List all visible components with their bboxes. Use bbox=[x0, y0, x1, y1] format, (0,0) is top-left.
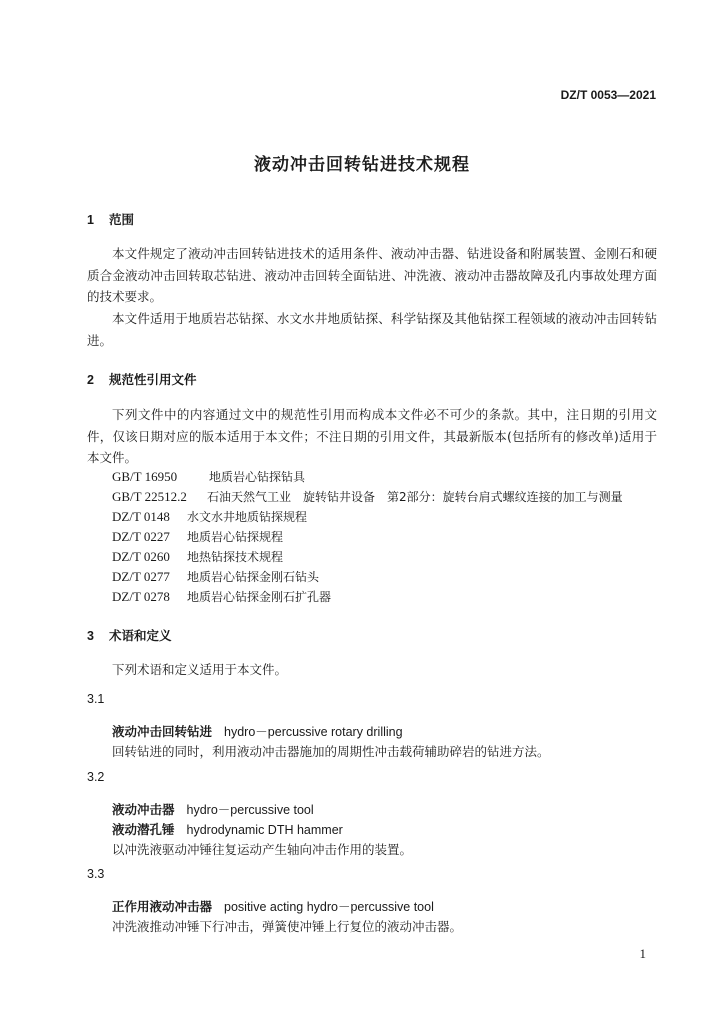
section-1-number: 1 bbox=[87, 213, 94, 227]
reference-item bbox=[112, 468, 305, 485]
term-3-2-synonym-en: hydrodynamic DTH hammer bbox=[186, 823, 343, 837]
reference-code: DZ/T 0148 bbox=[112, 509, 170, 524]
reference-item bbox=[112, 508, 307, 525]
section-1-paragraph-2: 本文件适用于地质岩芯钻探、水文水井地质钻探、科学钻探及其他钻探工程领域的液动冲击回转钻进。 bbox=[87, 311, 657, 348]
term-3-2-synonym bbox=[112, 820, 343, 838]
definition-3-2: 以冲洗液驱动冲锤往复运动产生轴向冲击作用的装置。 bbox=[112, 842, 413, 857]
term-3-3 bbox=[112, 897, 434, 915]
section-2-number: 2 bbox=[87, 373, 94, 387]
reference-code: DZ/T 0278 bbox=[112, 589, 170, 604]
section-3-number: 3 bbox=[87, 629, 94, 643]
term-3-1-en: hydro－percussive rotary drilling bbox=[224, 725, 403, 739]
reference-title: 地质岩心钻探规程 bbox=[187, 530, 284, 544]
term-3-2-synonym-cn: 液动潜孔锤 bbox=[112, 822, 175, 837]
reference-item bbox=[112, 488, 623, 505]
reference-title: 地质岩心钻探金刚石扩孔器 bbox=[187, 590, 332, 604]
clause-3-2-number: 3.2 bbox=[87, 770, 105, 784]
term-3-3-cn: 正作用液动冲击器 bbox=[112, 899, 213, 914]
section-3-title: 术语和定义 bbox=[109, 628, 172, 643]
definition-3-3: 冲洗液推动冲锤下行冲击，弹簧使冲锤上行复位的液动冲击器。 bbox=[112, 919, 463, 934]
section-1-paragraph-1: 本文件规定了液动冲击回转钻进技术的适用条件、液动冲击器、钻进设备和附属装置、金刚石和硬质合金液动冲击回转取芯钻进、液动冲击回转全面钻进、冲洗液、液动冲击器故障及孔内事故处理方面的技术要求。 bbox=[87, 246, 657, 304]
definition-3-1: 回转钻进的同时，利用液动冲击器施加的周期性冲击载荷辅助碎岩的钻进方法。 bbox=[112, 744, 550, 759]
section-2-heading bbox=[87, 370, 197, 388]
term-3-2-en: hydro－percussive tool bbox=[186, 803, 314, 817]
reference-title: 地热钻探技术规程 bbox=[187, 550, 284, 564]
reference-item bbox=[112, 568, 319, 585]
term-3-3-en: positive acting hydro－percussive tool bbox=[224, 900, 434, 914]
section-2-title: 规范性引用文件 bbox=[109, 372, 197, 387]
section-2-paragraph-1: 下列文件中的内容通过文中的规范性引用而构成本文件必不可少的条款。其中，注日期的引用文件，仅该日期对应的版本适用于本文件；不注日期的引用文件，其最新版本(包括所有的修改单)适用于本文件。 bbox=[87, 407, 657, 465]
reference-code: DZ/T 0260 bbox=[112, 549, 170, 564]
reference-title: 地质岩心钻探钻具 bbox=[209, 470, 306, 484]
reference-title: 地质岩心钻探金刚石钻头 bbox=[187, 570, 320, 584]
section-3-intro: 下列术语和定义适用于本文件。 bbox=[112, 662, 288, 677]
section-3-heading bbox=[87, 626, 172, 644]
reference-code: GB/T 22512.2 bbox=[112, 489, 187, 504]
standard-number: DZ/T 0053—2021 bbox=[560, 88, 656, 102]
document-title: 液动冲击回转钻进技术规程 bbox=[254, 155, 470, 175]
page-number: 1 bbox=[639, 946, 646, 961]
reference-item bbox=[112, 528, 283, 545]
reference-code: GB/T 16950 bbox=[112, 469, 178, 484]
reference-title: 石油天然气工业 旋转钻井设备 第2部分：旋转台肩式螺纹连接的加工与测量 bbox=[207, 490, 623, 504]
reference-title: 水文水井地质钻探规程 bbox=[187, 510, 308, 524]
clause-3-1-number: 3.1 bbox=[87, 692, 105, 706]
reference-item bbox=[112, 548, 283, 565]
term-3-2-cn: 液动冲击器 bbox=[112, 802, 175, 817]
section-1-heading bbox=[87, 210, 134, 228]
reference-code: DZ/T 0227 bbox=[112, 529, 170, 544]
term-3-1-cn: 液动冲击回转钻进 bbox=[112, 724, 213, 739]
clause-3-3-number: 3.3 bbox=[87, 867, 105, 881]
term-3-2 bbox=[112, 800, 314, 818]
term-3-1 bbox=[112, 722, 403, 740]
reference-item bbox=[112, 588, 331, 605]
section-1-title: 范围 bbox=[109, 212, 135, 227]
reference-code: DZ/T 0277 bbox=[112, 569, 170, 584]
